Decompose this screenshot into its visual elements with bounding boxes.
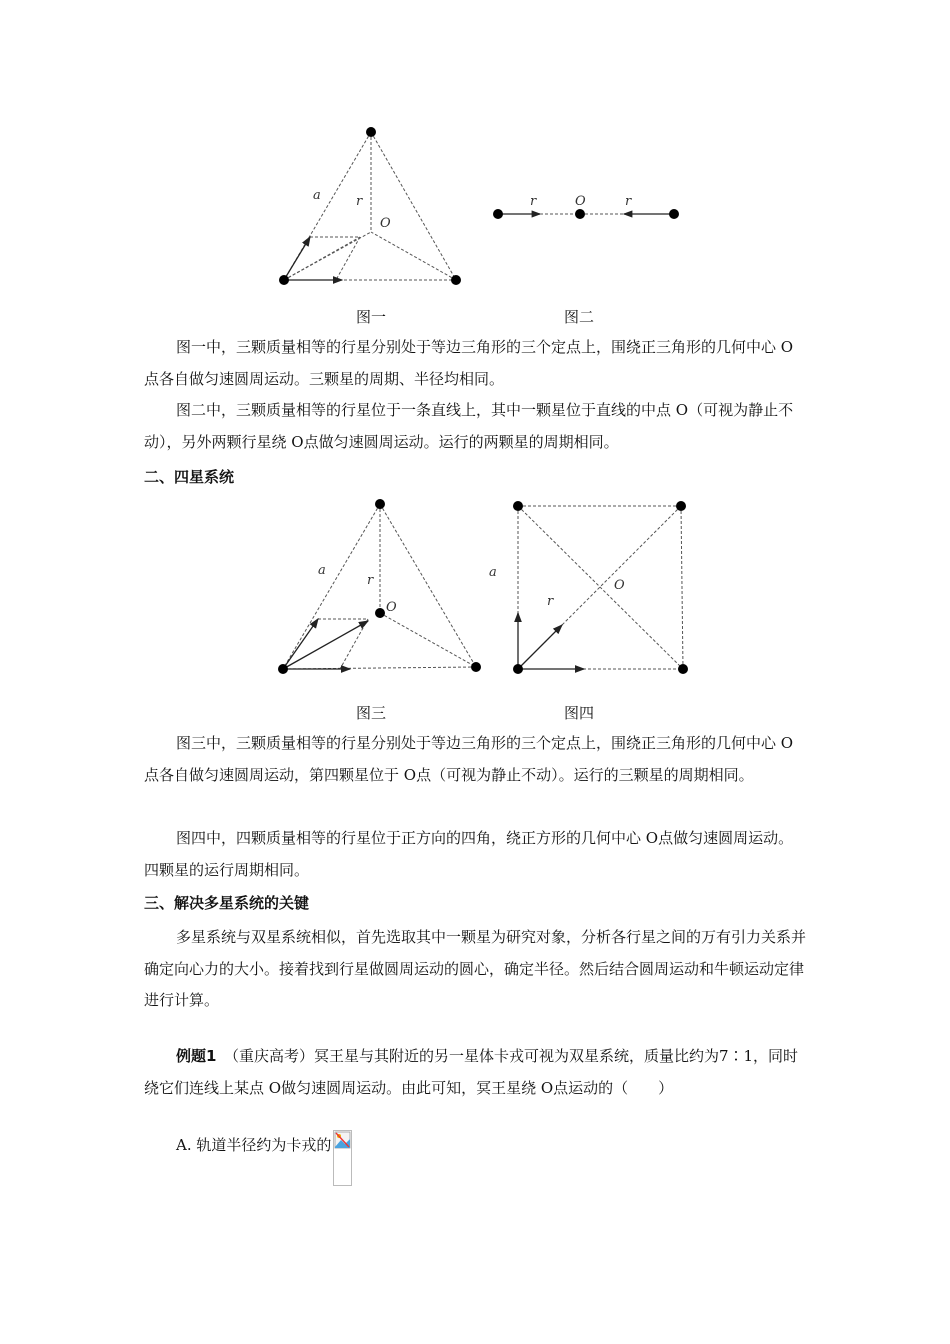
figure-1-triangle	[270, 120, 470, 295]
label-o: O	[614, 578, 625, 593]
label-a: a	[313, 188, 321, 203]
star-center	[575, 209, 585, 219]
paragraph-figure-1: 图一中，三颗质量相等的行星分别处于等边三角形的三个定点上，围绕正三角形的几何中心 O点各自做匀速圆周运动。三颗星的周期、半径均相同。	[144, 338, 794, 388]
star-top-left	[513, 501, 523, 511]
star-top	[375, 499, 385, 509]
option-a-text: A. 轨道半径约为卡戎的	[176, 1136, 332, 1154]
figure-4-square	[480, 495, 695, 680]
figure-3-caption: 图三	[356, 704, 387, 722]
star-left	[278, 664, 288, 674]
example-label: 例题1	[176, 1047, 217, 1065]
option-a	[144, 1130, 808, 1186]
heading-key-to-multistar: 三、解决多星系统的关键	[144, 894, 310, 912]
broken-image-icon	[333, 1130, 352, 1186]
figure-4-caption: 图四	[564, 704, 595, 722]
paragraph-figure-2: 图二中，三颗质量相等的行星位于一条直线上，其中一颗星位于直线的中点 O（可视为静止不动），另外两颗行星绕 O点做匀速圆周运动。运行的两颗星的周期相同。	[144, 401, 794, 451]
star-left	[279, 275, 289, 285]
heading-four-star-system: 二、四星系统	[144, 468, 235, 486]
figure-1-caption: 图一	[356, 308, 387, 326]
star-left	[493, 209, 503, 219]
label-r: r	[356, 194, 363, 209]
star-top-right	[676, 501, 686, 511]
label-r-left: r	[530, 194, 537, 209]
example-text: （重庆高考）冥王星与其附近的另一星体卡戎可视为双星系统，质量比约为7∶1，同时绕它们连线上某点 O做匀速圆周运动。由此可知，冥王星绕 O点运动的（ ）	[144, 1047, 799, 1097]
label-a: a	[489, 565, 497, 580]
label-o: O	[386, 600, 397, 615]
paragraph-figure-4: 图四中，四颗质量相等的行星位于正方向的四角，绕正方形的几何中心 O点做匀速圆周运动。四颗星的运行周期相同。	[144, 829, 794, 879]
figure-2-line	[488, 190, 688, 230]
figure-3-triangle-center	[270, 492, 490, 682]
label-a: a	[318, 563, 326, 578]
star-bottom-left	[513, 664, 523, 674]
figure-2-caption: 图二	[564, 308, 595, 326]
star-right	[669, 209, 679, 219]
star-bottom-right	[678, 664, 688, 674]
label-r-right: r	[625, 194, 632, 209]
label-o: O	[380, 216, 391, 231]
paragraph-figure-3: 图三中，三颗质量相等的行星分别处于等边三角形的三个定点上，围绕正三角形的几何中心 O点各自做匀速圆周运动，第四颗星位于 O点（可视为静止不动）。运行的三颗星的周期相同。	[144, 734, 794, 784]
label-o: O	[575, 194, 586, 209]
star-right	[451, 275, 461, 285]
star-center	[375, 608, 385, 618]
label-r: r	[367, 573, 374, 588]
label-r: r	[547, 594, 554, 609]
paragraph-key-method: 多星系统与双星系统相似，首先选取其中一颗星为研究对象，分析各行星之间的万有引力关系并确定向心力的大小。接着找到行星做圆周运动的圆心，确定半径。然后结合圆周运动和牛顿运动定律进行计算。	[144, 928, 807, 1009]
star-top	[366, 127, 376, 137]
example-1	[144, 1041, 808, 1104]
